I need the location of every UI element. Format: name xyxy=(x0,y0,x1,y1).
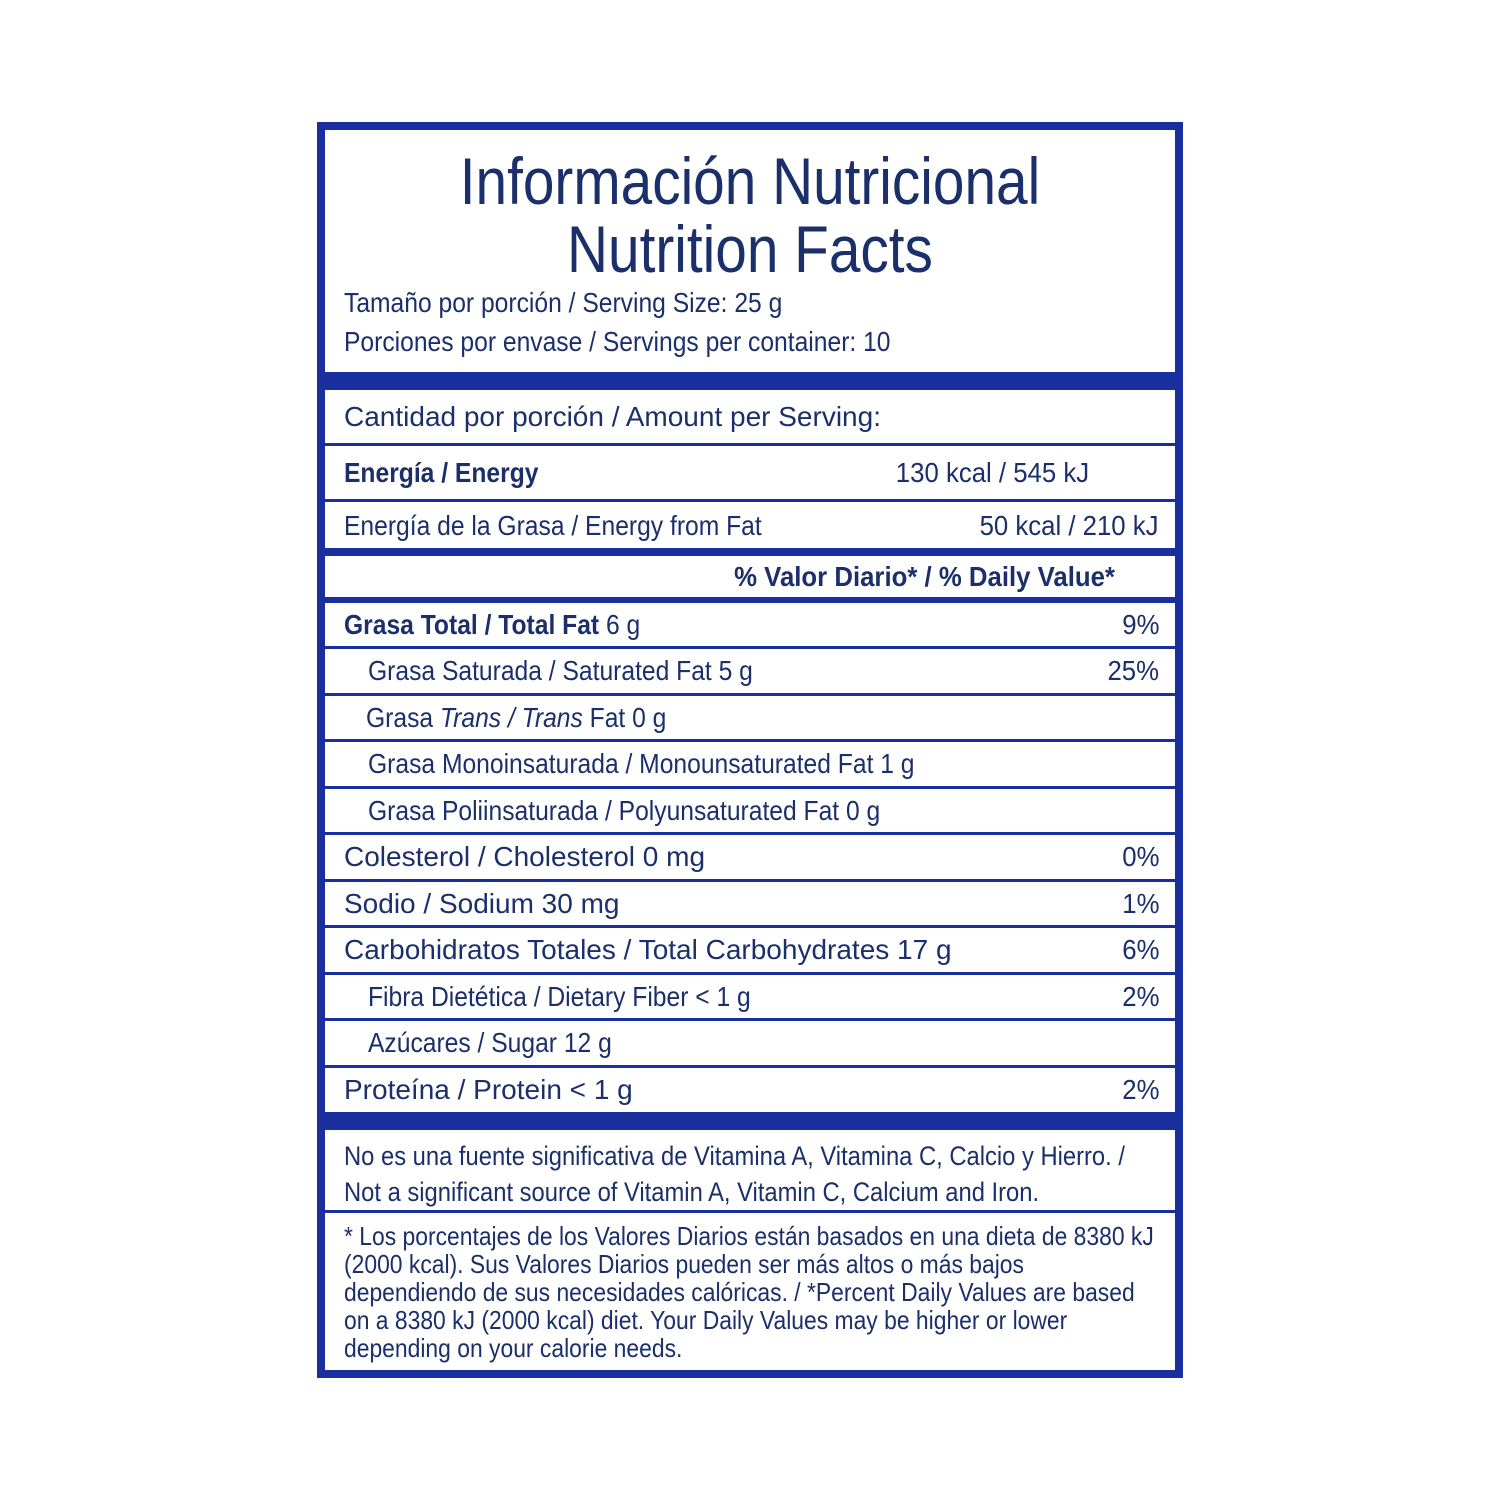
amount-per-serving-label: Cantidad por porción / Amount per Serving: xyxy=(344,400,881,432)
sodium-label: Sodio / Sodium 30 mg xyxy=(344,887,620,919)
vitamins-note: No es una fuente significativa de Vitamina A, Vitamina C, Calcio y Hierro. / Not a significant source of Vitamin A, Vitamin C, Calcium and Iron. xyxy=(344,1141,1125,1207)
thick-divider xyxy=(325,372,1175,390)
nutrient-row-dietary-fiber xyxy=(325,975,1175,1021)
dietary-fiber-label: Fibra Dietética / Dietary Fiber < 1 g xyxy=(368,980,751,1012)
energy-from-fat-label: Energía de la Grasa / Energy from Fat xyxy=(344,510,762,541)
cholesterol-dv: 0% xyxy=(1121,841,1159,872)
saturated-fat-dv: 25% xyxy=(1107,655,1159,686)
sugar-label: Azúcares / Sugar 12 g xyxy=(368,1027,612,1058)
energy-label: Energía / Energy xyxy=(344,456,539,488)
energy-row xyxy=(325,446,1175,502)
nutrient-row-trans-fat xyxy=(325,696,1175,742)
nutrient-row-carbohydrates xyxy=(325,928,1175,975)
polyunsaturated-fat-label: Grasa Poliinsaturada / Polyunsaturated Fat 0 g xyxy=(368,794,881,826)
nutrient-row-sugar xyxy=(325,1021,1175,1068)
divider xyxy=(325,548,1175,556)
title-spanish: Información Nutricional xyxy=(459,144,1041,218)
monounsaturated-fat-label: Grasa Monoinsaturada / Monounsaturated Fat 1 g xyxy=(368,748,915,779)
thick-divider xyxy=(325,1112,1175,1130)
daily-value-header-row xyxy=(325,556,1175,600)
nutrient-row-polyunsaturated-fat xyxy=(325,789,1175,835)
nutrient-row-saturated-fat xyxy=(325,649,1175,696)
daily-value-footnote: * Los porcentajes de los Valores Diarios están basados en una dieta de 8380 kJ (2000 kcal). Sus Valores Diarios pueden ser más altos o más bajos dependiendo de sus necesidades calóricas. / *Percent Daily Values are based on a 8380 kJ (2000 kcal) diet. Your Daily Values may be higher or lower depending on your calorie needs. xyxy=(344,1221,1154,1363)
nutrient-row-cholesterol xyxy=(325,835,1175,882)
nutrient-row-sodium xyxy=(325,882,1175,928)
sodium-dv: 1% xyxy=(1121,887,1159,919)
title-english: Nutrition Facts xyxy=(567,212,933,286)
dietary-fiber-dv: 2% xyxy=(1121,980,1159,1012)
nutrient-row-total-fat xyxy=(325,603,1175,649)
cholesterol-label: Colesterol / Cholesterol 0 mg xyxy=(344,841,706,872)
saturated-fat-label: Grasa Saturada / Saturated Fat 5 g xyxy=(368,655,753,686)
energy-value: 130 kcal / 545 kJ xyxy=(895,456,1089,488)
vitamins-note-row xyxy=(325,1130,1175,1213)
servings-per-container: Porciones por envase / Servings per container: 10 xyxy=(344,326,891,357)
nutrient-row-protein xyxy=(325,1068,1175,1112)
carbohydrates-dv: 6% xyxy=(1121,934,1159,965)
amount-per-serving-row xyxy=(325,390,1175,446)
trans-fat-label: Grasa Trans / Trans Fat 0 g xyxy=(366,701,667,733)
total-fat-dv: 9% xyxy=(1121,608,1159,640)
carbohydrates-label: Carbohidratos Totales / Total Carbohydrates 17 g xyxy=(344,934,952,965)
protein-dv: 2% xyxy=(1121,1074,1159,1105)
nutrient-row-monounsaturated-fat xyxy=(325,742,1175,789)
daily-value-header: % Valor Diario* / % Daily Value* xyxy=(734,560,1115,592)
energy-from-fat-row xyxy=(325,502,1175,550)
energy-from-fat-value: 50 kcal / 210 kJ xyxy=(980,510,1159,541)
serving-size: Tamaño por porción / Serving Size: 25 g xyxy=(344,287,783,318)
title-section xyxy=(325,130,1175,372)
nutrition-facts-panel xyxy=(317,122,1183,1378)
total-fat-label: Grasa Total / Total Fat 6 g xyxy=(344,608,641,640)
protein-label: Proteína / Protein < 1 g xyxy=(344,1074,633,1105)
